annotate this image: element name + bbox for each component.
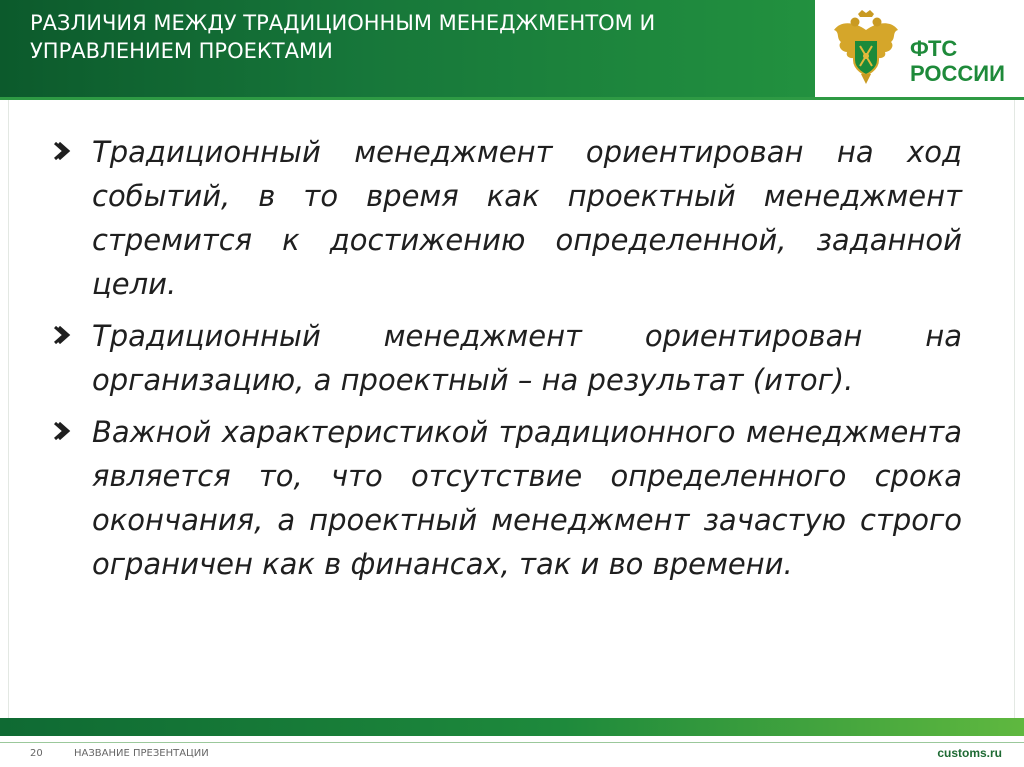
header-bar: [0, 0, 815, 97]
arrow-check-bullet-icon: [52, 323, 76, 347]
logo-text-line1: ФТС: [910, 36, 958, 61]
site-link[interactable]: customs.ru: [937, 746, 1002, 760]
logo: [815, 0, 1024, 97]
double-headed-eagle-emblem-icon: [831, 8, 901, 88]
footer-divider: [0, 742, 1024, 743]
presentation-name: НАЗВАНИЕ ПРЕЗЕНТАЦИИ: [74, 748, 209, 759]
bullet-text: Важной характеристикой традиционного менеджмента является то, что отсутствие определенного срока окончания, а проектный менеджмент зачастую строго ограничен как в финансах, так и во времени.: [92, 415, 962, 581]
bullet-list: [52, 130, 962, 594]
bullet-item: [52, 130, 962, 306]
logo-text: [910, 36, 1005, 86]
frame-left-border: [8, 100, 9, 718]
page-number: 20: [30, 748, 43, 759]
bullet-text: Традиционный менеджмент ориентирован на ход событий, в то время как проектный менеджмент стремится к достижению определенной, заданной цели.: [92, 135, 962, 301]
bullet-item: [52, 410, 962, 586]
slide-title: РАЗЛИЧИЯ МЕЖДУ ТРАДИЦИОННЫМ МЕНЕДЖМЕНТОМ И УПРАВЛЕНИЕМ ПРОЕКТАМИ: [30, 11, 656, 63]
frame-right-border: [1014, 100, 1015, 718]
bullet-item: [52, 314, 962, 402]
arrow-check-bullet-icon: [52, 419, 76, 443]
bullet-text: Традиционный менеджмент ориентирован на организацию, а проектный – на результат (итог).: [92, 319, 962, 397]
logo-text-line2: РОССИИ: [910, 61, 1005, 86]
arrow-check-bullet-icon: [52, 139, 76, 163]
header-divider: [0, 97, 1024, 100]
footer-bar: [0, 718, 1024, 736]
